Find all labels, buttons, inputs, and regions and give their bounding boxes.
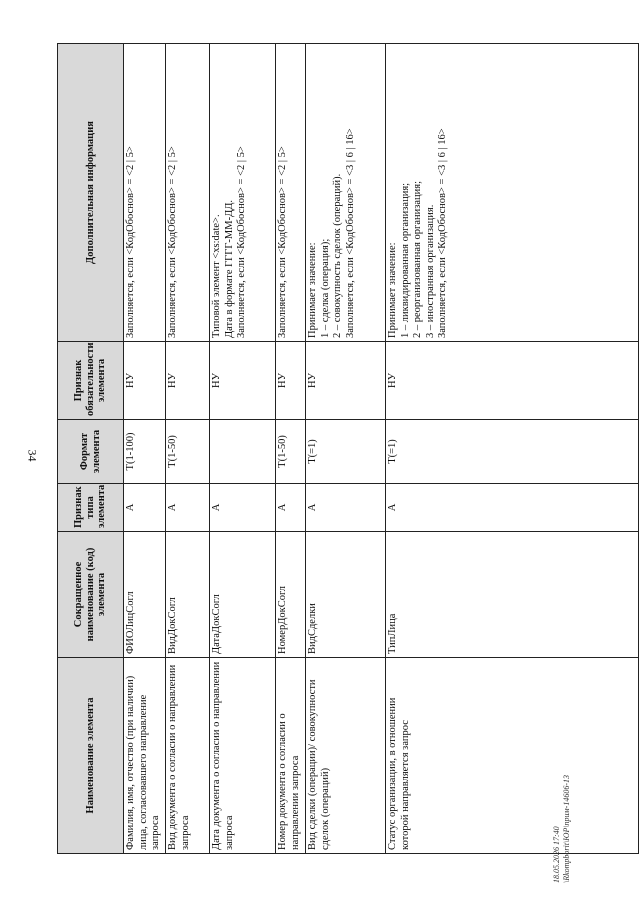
table-header-row [58, 44, 124, 854]
table-row [210, 44, 276, 854]
cell-name: Дата документа о согласии о направлении запроса [210, 658, 276, 854]
info-line: Заполняется, если <КодОбоснов> = <2 | 5> [277, 146, 288, 338]
cell-format [210, 420, 276, 484]
info-line: 2 – реорганизованная организация; [412, 180, 423, 338]
cell-name: Фамилия, имя, отчество (при наличии) лица, согласовавшего направление запроса [124, 658, 166, 854]
cell-format: T(1-100) [124, 420, 166, 484]
cell-name: Вид сделки (операции)/ совокупности сделок (операций) [306, 658, 386, 854]
cell-code: ВидСделки [306, 532, 386, 658]
cell-code: НомерДокСогл [276, 532, 306, 658]
cell-info [210, 44, 276, 342]
info-line: 3 – иностранная организация. [424, 204, 436, 338]
cell-info [166, 44, 210, 342]
cell-type: А [386, 484, 639, 532]
cell-name: Номер документа о согласии о направлении запроса [276, 658, 306, 854]
info-line: Заполняется, если <КодОбоснов> = <3 | 6 | 16> [344, 128, 356, 338]
table-row [166, 44, 210, 854]
cell-type: А [306, 484, 386, 532]
table-row [306, 44, 386, 854]
cell-info [306, 44, 386, 342]
rotated-table [57, 44, 639, 854]
info-line: 1 – сделка (операция); [319, 238, 331, 338]
cell-name: Вид документа о согласии о направлении запроса [166, 658, 210, 854]
header-required: Признак обязательности элемента [58, 342, 124, 420]
cell-code: ДатаДокСогл [210, 532, 276, 658]
cell-info [124, 44, 166, 342]
elements-table [57, 43, 639, 854]
table-row [124, 44, 166, 854]
cell-required: НУ [210, 342, 276, 420]
info-line: Заполняется, если <КодОбоснов> = <3 | 6 | 16> [437, 128, 448, 338]
cell-required: НУ [386, 342, 639, 420]
cell-code: ФИОЛицСогл [124, 532, 166, 658]
cell-type: А [166, 484, 210, 532]
cell-type: А [276, 484, 306, 532]
info-line: 1 – ликвидированная организация; [399, 182, 411, 338]
cell-format: T(1-50) [166, 420, 210, 484]
cell-required: НУ [124, 342, 166, 420]
info-line: Заполняется, если <КодОбоснов> = <2 | 5> [167, 146, 178, 338]
cell-type: А [124, 484, 166, 532]
info-line: Заполняется, если <КодОбоснов> = <2 | 5> [236, 146, 247, 338]
header-info: Дополнительная информация [58, 44, 124, 342]
cell-format: T(=1) [306, 420, 386, 484]
header-name: Наименование элемента [58, 658, 124, 854]
footer-line-2: \Rkompborit\ЮР\прим-14606-13 [562, 775, 571, 884]
info-line: Заполняется, если <КодОбоснов> = <2 | 5> [125, 146, 136, 338]
cell-required: НУ [276, 342, 306, 420]
cell-type: А [210, 484, 276, 532]
table-row [276, 44, 306, 854]
cell-format: T(1-50) [276, 420, 306, 484]
cell-code: ТипЛица [386, 532, 639, 658]
info-line: Типовой элемент <xs:date>. [211, 214, 222, 338]
cell-info [276, 44, 306, 342]
info-line: 2 – совокупность сделок (операций). [332, 173, 343, 338]
info-line: Принимает значение: [387, 242, 398, 338]
header-code: Сокращенное наименование (код) элемента [58, 532, 124, 658]
info-line: Дата в формате ГГГГ-ММ-ДД. [223, 199, 235, 338]
table-container [57, 44, 639, 854]
cell-code: ВидДокСогл [166, 532, 210, 658]
cell-info [386, 44, 639, 342]
info-line: Принимает значение: [307, 242, 318, 338]
cell-required: НУ [306, 342, 386, 420]
cell-required: НУ [166, 342, 210, 420]
header-type: Признак типа элемента [58, 484, 124, 532]
footer-stamp [552, 775, 572, 883]
cell-name: Статус организации, в отношении которой направляется запрос [386, 658, 639, 854]
cell-format: T(=1) [386, 420, 639, 484]
header-format: Формат элемента [58, 420, 124, 484]
footer-line-1: 18.05.2026 17:40 [552, 826, 561, 884]
page-number: 34 [25, 449, 40, 462]
table-row [386, 44, 639, 854]
